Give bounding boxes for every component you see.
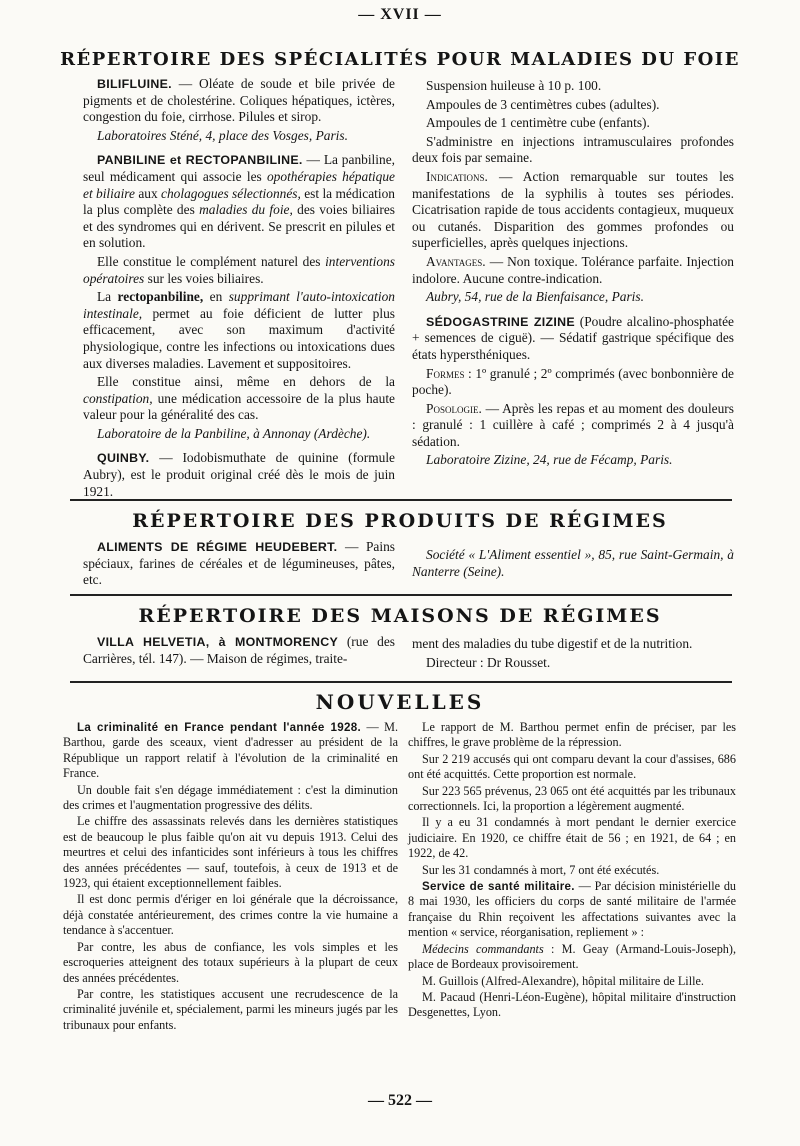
lab-sténé: Laboratoires Sténé, 4, place des Vosges, Paris. bbox=[97, 127, 348, 143]
affectation-guillois: M. Guillois (Alfred-Alexandre), hôpital militaire de Lille. bbox=[422, 973, 704, 988]
text: (rue des Carrières, tél. 147). — Maison de régimes, traite- bbox=[83, 634, 395, 666]
avantages bbox=[412, 254, 734, 287]
nouvelles-left-column bbox=[63, 720, 398, 1034]
entry-panbiline bbox=[83, 152, 395, 252]
text: — Après les repas et au moment des douleurs : granulé : 1 cuillère à café ; comprimés 2 à 4 jusqu'à sédation. bbox=[412, 400, 734, 449]
section-title-produits: RÉPERTOIRE DES PRODUITS DE RÉGIMES bbox=[132, 510, 668, 532]
text: des voies biliaires et des syndromes qui en dérivent. Se prescrit en pilules et en solution. bbox=[83, 202, 395, 251]
text: : 1º granulé ; 2º comprimés (avec bonbonnière de poche). bbox=[412, 365, 734, 398]
text-line: S'administre en injections intramusculaires profondes deux fois par semaine. bbox=[412, 133, 734, 166]
divider bbox=[70, 499, 732, 501]
lab-panbiline: Laboratoire de la Panbiline, à Annonay (Ardèche). bbox=[97, 425, 371, 441]
product-name: PANBILINE et RECTOPANBILINE. bbox=[97, 153, 303, 168]
text: — Par décision ministérielle du 8 mai 1930, les officiers du corps de santé militaire de l'armée française du Rhin reçoivent les affectations suivantes avec la mention « service, réorganisation, repliement » : bbox=[408, 879, 737, 940]
criminalite-p4: Il est donc permis d'ériger en loi générale que la décroissance, déjà constatée antérieurement, des crimes contre la vie humaine a tendance à s'accentuer. bbox=[63, 892, 398, 938]
label: Médecins commandants bbox=[422, 941, 544, 956]
page-number: — 522 — bbox=[368, 1092, 432, 1109]
sante-militaire bbox=[408, 879, 736, 941]
text: opothérapies hépatique et biliaire bbox=[83, 168, 395, 201]
product-text: — Iodobismuthate de quinine (formule Aubry), est le produit original créé dès le mois de juin 1921. bbox=[83, 450, 395, 499]
text: une médication accessoire de la plus haute valeur pour la généralité des cas. bbox=[83, 390, 395, 423]
text: Société « L'Aliment essentiel », 85, rue Saint-Germain, à Nanterre (Seine). bbox=[412, 547, 734, 579]
produits-left bbox=[83, 539, 395, 591]
section-title-nouvelles: NOUVELLES bbox=[315, 690, 485, 714]
panbiline-p3 bbox=[83, 289, 395, 372]
medecins-commandants bbox=[408, 942, 736, 973]
text: sur les voies biliaires. bbox=[147, 270, 264, 286]
text: interventions opératoires bbox=[83, 253, 395, 286]
text-line: Ampoules de 3 centimètres cubes (adultes). bbox=[426, 96, 660, 112]
produits-right bbox=[412, 547, 734, 582]
page-roman-number: — XVII — bbox=[358, 6, 442, 23]
criminalite-p3: Le chiffre des assassinats relevés dans les dernières statistiques est de beaucoup le plus faible qu'on ait vu depuis 1913. Celui des meurtres et celui des infanticides sont inférieurs à tous les chiffres des années précédentes — sauf, toutefois, à ceux de 1913 et de 1923, qui étaient exceptionnellement faibles. bbox=[63, 814, 398, 891]
text: — M. Barthou, garde des sceaux, vient d'adresser au président de la République un rapport relatif à l'évolution de la criminalité en France. bbox=[63, 720, 399, 781]
text-line: Ampoules de 1 centimètre cube (enfants). bbox=[426, 115, 650, 131]
lab-zizine: Laboratoire Zizine, 24, rue de Fécamp, Paris. bbox=[426, 452, 673, 468]
foie-right-column bbox=[412, 78, 734, 471]
section-title-maisons: RÉPERTOIRE DES MAISONS DE RÉGIMES bbox=[138, 605, 662, 627]
label: Posologie. bbox=[426, 400, 482, 416]
text: Elle constitue ainsi, même en dehors de la bbox=[97, 374, 395, 390]
text: La bbox=[97, 289, 112, 305]
maisons-right bbox=[412, 636, 734, 673]
label: Indications. bbox=[426, 168, 488, 184]
news-heading: Service de santé militaire. bbox=[422, 880, 575, 894]
repression-p3: Sur 223 565 prévenus, 23 065 ont été acquittés par les tribunaux correctionnels. Ici, la proportion a légèrement augmenté. bbox=[408, 783, 736, 814]
criminalite-p6: Par contre, les statistiques accusent une recrudescence de la criminalité juvénile et, spécialement, parmi les mineurs jugés par les tribunaux pour enfants. bbox=[63, 986, 398, 1032]
product-name: QUINBY. bbox=[97, 451, 150, 466]
criminalite-p2: Un double fait s'en dégage immédiatement : c'est la diminution des crimes et l'augmentation progressive des délits. bbox=[63, 782, 398, 813]
text: Elle constitue le complément naturel des bbox=[97, 253, 321, 269]
product-name: VILLA HELVETIA, à MONTMORENCY bbox=[97, 635, 339, 649]
label: Avantages. bbox=[426, 253, 486, 269]
foie-left-column bbox=[83, 76, 395, 502]
text: cholagogues sélectionnés, bbox=[161, 185, 301, 201]
product-name: BILIFLUINE. bbox=[97, 77, 172, 91]
repression-p2: Sur 2 219 accusés qui ont comparu devant la cour d'assises, 686 ont été acquittés. Cette proportion est normale. bbox=[408, 751, 736, 782]
repression-p1: Le rapport de M. Barthou permet enfin de préciser, par les chiffres, le grave problème de la répression. bbox=[408, 720, 736, 750]
label: Formes bbox=[426, 365, 465, 381]
formes bbox=[412, 366, 734, 399]
text: en bbox=[209, 289, 223, 305]
text: permet au foie déficient de lutter plus efficacement, avec son maximum d'activité physiologique, contre les infections ou intoxications dues aux diverses maladies. Lavement et suppositoires. bbox=[83, 305, 395, 371]
posologie bbox=[412, 401, 734, 451]
product-name: SÉDOGASTRINE ZIZINE bbox=[426, 314, 575, 329]
text-line: Suspension huileuse à 10 p. 100. bbox=[426, 78, 602, 93]
text: rectopanbiline, bbox=[117, 289, 204, 305]
entry-sedogastrine bbox=[412, 314, 734, 364]
text: constipation, bbox=[83, 390, 153, 406]
entry-villa-helvetia bbox=[83, 634, 395, 667]
entry-bilifluine bbox=[83, 76, 395, 126]
section-title-foie: RÉPERTOIRE DES SPÉCIALITÉS POUR MALADIES DU FOIE bbox=[60, 49, 740, 70]
text: Directeur : Dr Rousset. bbox=[426, 654, 551, 670]
indications bbox=[412, 169, 734, 252]
text: — Pains spéciaux, farines de céréales et de légumineuses, pâtes, etc. bbox=[83, 539, 395, 588]
product-name: ALIMENTS DE RÉGIME HEUDEBERT. bbox=[97, 540, 338, 554]
text: maladies du foie, bbox=[199, 202, 293, 218]
panbiline-p2 bbox=[83, 254, 395, 287]
divider bbox=[70, 681, 732, 683]
news-heading: La criminalité en France pendant l'année 1928. bbox=[77, 721, 362, 734]
text: — La panbiline, seul médicament qui associe les bbox=[83, 152, 395, 184]
text: supprimant l'auto-intoxication intestinale, bbox=[83, 289, 395, 321]
text: ment des maladies du tube digestif et de la nutrition. bbox=[412, 636, 693, 651]
text: — Action remarquable sur toutes les manifestations de la syphilis à toutes ses périodes. Cicatrisation rapide de tous accidents contagieux, muqueux ou cutanés. Disparition des gommes profondes ou superficielles, après quelques injections. bbox=[412, 168, 734, 251]
text: — Non toxique. Tolérance parfaite. Injection indolore. Aucune contre-indication. bbox=[412, 253, 734, 286]
entry-quinby bbox=[83, 450, 395, 500]
text: : M. Geay (Armand-Louis-Joseph), place de Bordeaux provisoirement. bbox=[408, 941, 737, 972]
maisons-left bbox=[83, 634, 395, 669]
repression-p5: Sur les 31 condamnés à mort, 7 ont été exécutés. bbox=[422, 862, 660, 877]
text: aux bbox=[138, 185, 158, 201]
criminalite-p5: Par contre, les abus de confiance, les vols simples et les escroqueries atteignent des totaux supérieurs à la plupart de ceux des années précédentes. bbox=[63, 939, 398, 985]
product-text: — Oléate de soude et bile privée de pigments et de cholestérine. Coliques hépatiques, ictères, congestion du foie, cirrhose. Pilules et sirop. bbox=[83, 76, 395, 125]
criminalite-p1 bbox=[63, 720, 398, 782]
divider bbox=[70, 594, 732, 596]
nouvelles-right-column bbox=[408, 720, 736, 1022]
text: (Poudre alcalino-phosphatée + semences de ciguë). — Sédatif gastrique spécifique des états hypersthéniques. bbox=[412, 313, 734, 362]
entry-heudebert bbox=[83, 539, 395, 589]
lab-aubry: Aubry, 54, rue de la Bienfaisance, Paris. bbox=[426, 289, 644, 305]
repression-p4: Il y a eu 31 condamnés à mort pendant le dernier exercice judiciaire. En 1920, ce chiffre était de 56 ; en 1921, de 64 ; en 1922, de 42. bbox=[408, 815, 736, 861]
text: est la médication la plus complète des bbox=[83, 185, 395, 218]
panbiline-p4 bbox=[83, 374, 395, 424]
affectation-pacaud: M. Pacaud (Henri-Léon-Eugène), hôpital militaire d'instruction Desgenettes, Lyon. bbox=[408, 989, 736, 1020]
